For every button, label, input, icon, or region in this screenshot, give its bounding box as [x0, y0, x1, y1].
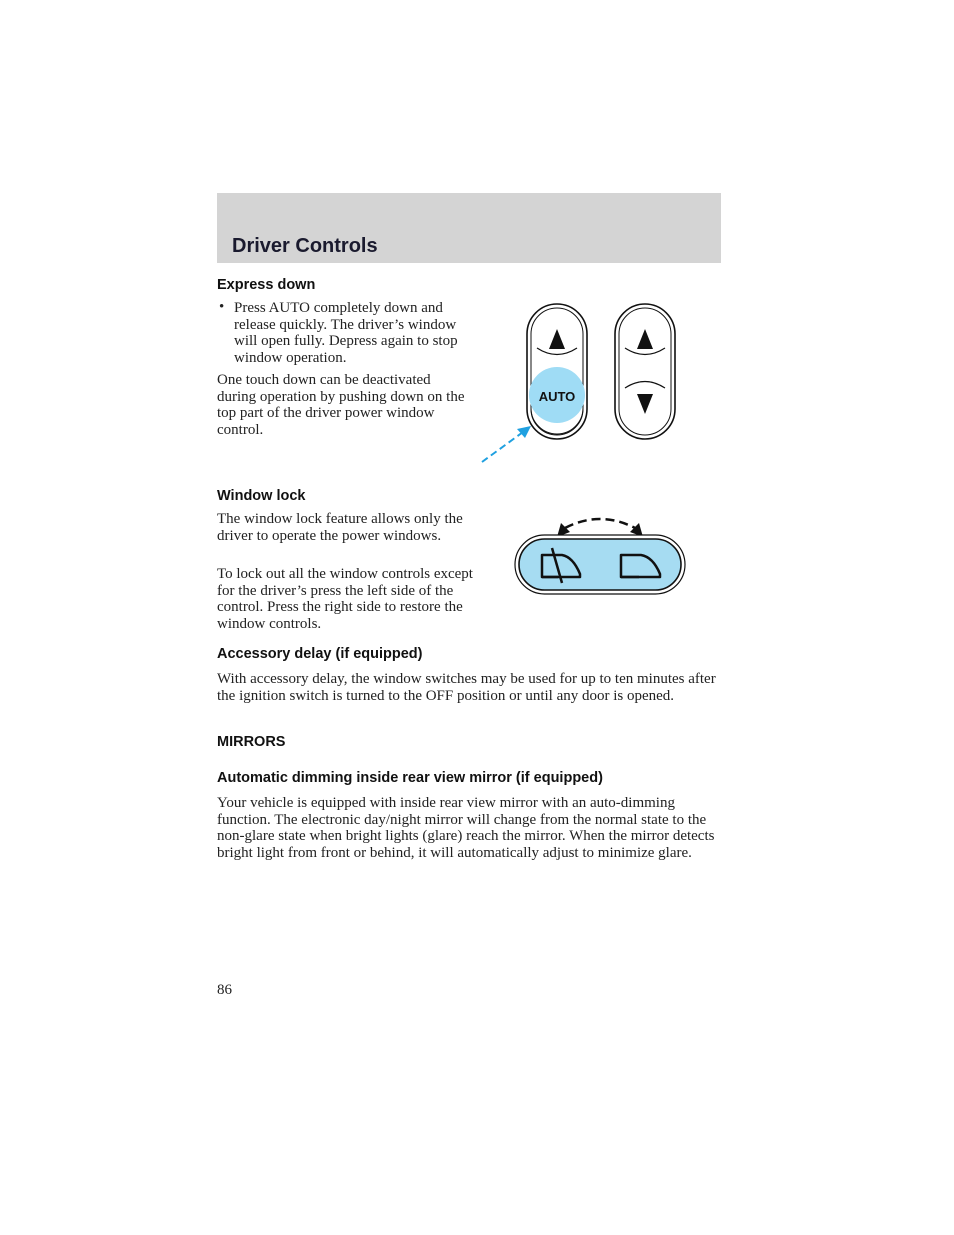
bullet-marker: • [219, 299, 225, 315]
section-title: Driver Controls [232, 235, 378, 257]
window-lock-paragraph-1: The window lock feature allows only the driver to operate the power windows. [217, 511, 463, 544]
window-lock-paragraph-2: To lock out all the window controls except for the driver’s press the left side of the control. Press the right side to restore the window controls. [217, 566, 473, 632]
lock-direction-arrow [557, 519, 643, 537]
mirrors-heading: MIRRORS [217, 734, 286, 750]
auto-dimming-paragraph: Your vehicle is equipped with inside rear view mirror with an auto-dimming function. The electronic day/night mirror will change from the normal state to the non-glare state when bright lights (glare) reach the mirror. When the mirror detects bright light from front or behind, it will automatically adjust to minimize glare. [217, 795, 715, 861]
express-down-bullet: Press AUTO completely down and release quickly. The driver’s window will open fully. Depress again to stop window operation. [234, 300, 458, 366]
express-down-heading: Express down [217, 277, 316, 293]
section-header [217, 193, 721, 263]
passenger-window-switch [615, 304, 675, 439]
window-switch-figure [470, 295, 700, 470]
window-lock-switch [515, 535, 685, 594]
driver-window-switch [527, 304, 587, 439]
window-lock-heading: Window lock [217, 488, 306, 504]
accessory-delay-paragraph: With accessory delay, the window switches may be used for up to ten minutes after the ignition switch is turned to the OFF position or until any door is opened. [217, 671, 716, 704]
window-lock-figure [505, 510, 695, 600]
express-down-paragraph: One touch down can be deactivated during operation by pushing down on the top part of the driver power window control. [217, 372, 465, 438]
auto-label: AUTO [538, 389, 576, 404]
page-number: 86 [217, 982, 232, 998]
auto-dimming-heading: Automatic dimming inside rear view mirror (if equipped) [217, 770, 603, 786]
accessory-delay-heading: Accessory delay (if equipped) [217, 646, 423, 662]
pointer-arrow [482, 426, 531, 462]
